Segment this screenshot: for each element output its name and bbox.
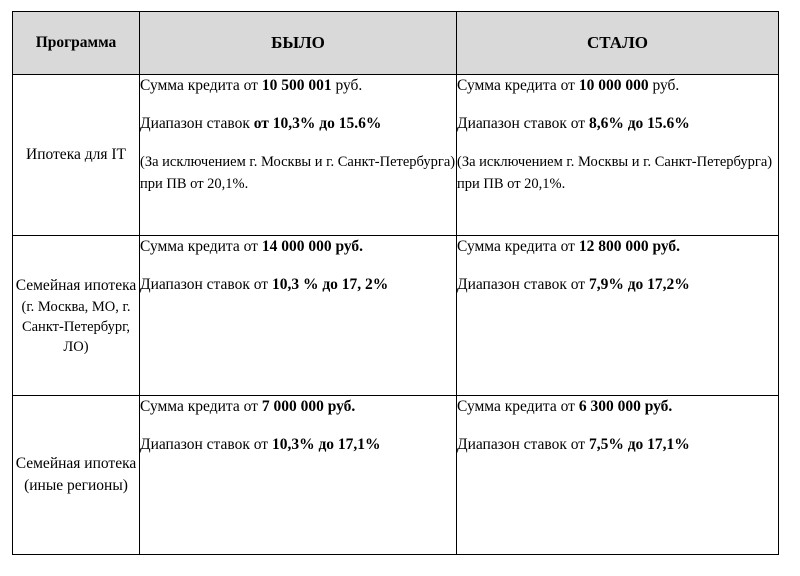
program-cell	[13, 396, 140, 555]
loan-amount-line	[140, 236, 456, 258]
rate-range-line	[457, 113, 778, 135]
table-header-row	[13, 12, 779, 75]
after-cell	[457, 75, 779, 236]
loan-amount-unit: руб.	[648, 77, 680, 94]
header-before: БЫЛО	[140, 12, 457, 75]
loan-amount-label: Сумма кредита от	[457, 77, 579, 94]
loan-amount-label: Сумма кредита от	[457, 398, 579, 415]
header-after: СТАЛО	[457, 12, 779, 75]
exception-note: (За исключением г. Москвы и г. Санкт-Петербурга) при ПВ от 20,1%.	[140, 154, 456, 192]
rate-range-line	[457, 434, 778, 456]
rate-range-label: Диапазон ставок	[140, 115, 254, 132]
rate-range-value: 7,5% до 17,1%	[588, 436, 690, 453]
program-region: (г. Москва, МО, г. Санкт-Петербург, ЛО)	[21, 298, 131, 355]
rate-range-line	[140, 274, 456, 296]
program-cell	[13, 75, 140, 236]
table-row-family-mortgage-regions	[13, 396, 779, 555]
rate-range-label: Диапазон ставок от	[140, 436, 272, 453]
loan-amount-value: 7 000 000 руб.	[261, 398, 356, 415]
rate-range-value: от 10,3% до 15.6%	[253, 115, 382, 132]
loan-amount-label: Сумма кредита от	[140, 398, 262, 415]
rate-range-label: Диапазон ставок от	[140, 276, 272, 293]
loan-amount-line	[140, 396, 456, 418]
loan-amount-value: 6 300 000 руб.	[578, 398, 673, 415]
after-cell	[457, 236, 779, 396]
loan-amount-value: 12 800 000 руб.	[578, 238, 681, 255]
loan-amount-label: Сумма кредита от	[457, 238, 579, 255]
program-name: Семейная ипотека	[15, 276, 137, 294]
loan-amount-label: Сумма кредита от	[140, 77, 262, 94]
program-name: Семейная ипотека (иные регионы)	[15, 455, 137, 494]
table-row-it-mortgage	[13, 75, 779, 236]
mortgage-comparison-table	[12, 11, 779, 555]
header-program: Программа	[13, 12, 140, 75]
program-cell	[13, 236, 140, 396]
rate-range-value: 10,3 % до 17, 2%	[271, 276, 389, 293]
before-cell	[140, 396, 457, 555]
before-cell	[140, 236, 457, 396]
loan-amount-value: 14 000 000 руб.	[261, 238, 364, 255]
rate-range-value: 10,3% до 17,1%	[271, 436, 381, 453]
loan-amount-line	[140, 75, 456, 97]
rate-range-value: 7,9% до 17,2%	[588, 276, 690, 293]
after-cell	[457, 396, 779, 555]
table-row-family-mortgage-capitals	[13, 236, 779, 396]
rate-range-line	[140, 434, 456, 456]
loan-amount-value: 10 500 001	[261, 77, 332, 94]
loan-amount-line	[457, 396, 778, 418]
rate-range-line	[457, 274, 778, 296]
rate-range-label: Диапазон ставок от	[457, 276, 589, 293]
before-cell	[140, 75, 457, 236]
rate-range-value: 8,6% до 15.6%	[588, 115, 690, 132]
program-name: Ипотека для IT	[26, 146, 126, 163]
loan-amount-label: Сумма кредита от	[140, 238, 262, 255]
exception-note: (За исключением г. Москвы и г. Санкт-Петербурга) при ПВ от 20,1%.	[457, 154, 773, 192]
rate-range-label: Диапазон ставок от	[457, 436, 589, 453]
loan-amount-line	[457, 236, 778, 258]
rate-range-line	[140, 113, 456, 135]
loan-amount-unit: руб.	[331, 77, 363, 94]
loan-amount-line	[457, 75, 778, 97]
rate-range-label: Диапазон ставок от	[457, 115, 589, 132]
loan-amount-value: 10 000 000	[578, 77, 649, 94]
